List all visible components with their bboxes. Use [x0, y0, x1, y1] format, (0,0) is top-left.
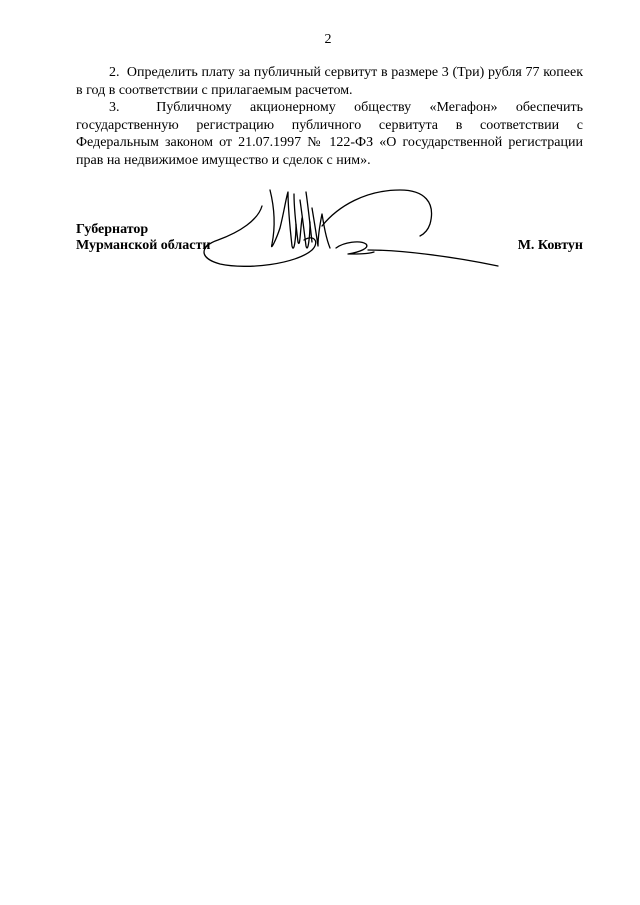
signer-name: М. Ковтун	[517, 238, 583, 253]
page-number: 2	[324, 32, 332, 47]
signer-position: Губернатор	[76, 222, 149, 237]
signature-block	[76, 221, 583, 281]
signer-region: Мурманской области	[76, 238, 211, 253]
document-body	[76, 64, 583, 169]
paragraph-3: 3. Публичному акционерному обществу «Мегафон» обеспечить государственную регистрацию публичного сервитута в соответствии с Федеральным законом от 21.07.1997 № 122-ФЗ «О государственной регистрации прав на недвижимое имущество и сделок с ним».	[76, 100, 583, 168]
paragraph-2: 2. Определить плату за публичный сервитут в размере 3 (Три) рубля 77 копеек в год в соответствии с прилагаемым расчетом.	[76, 65, 583, 98]
